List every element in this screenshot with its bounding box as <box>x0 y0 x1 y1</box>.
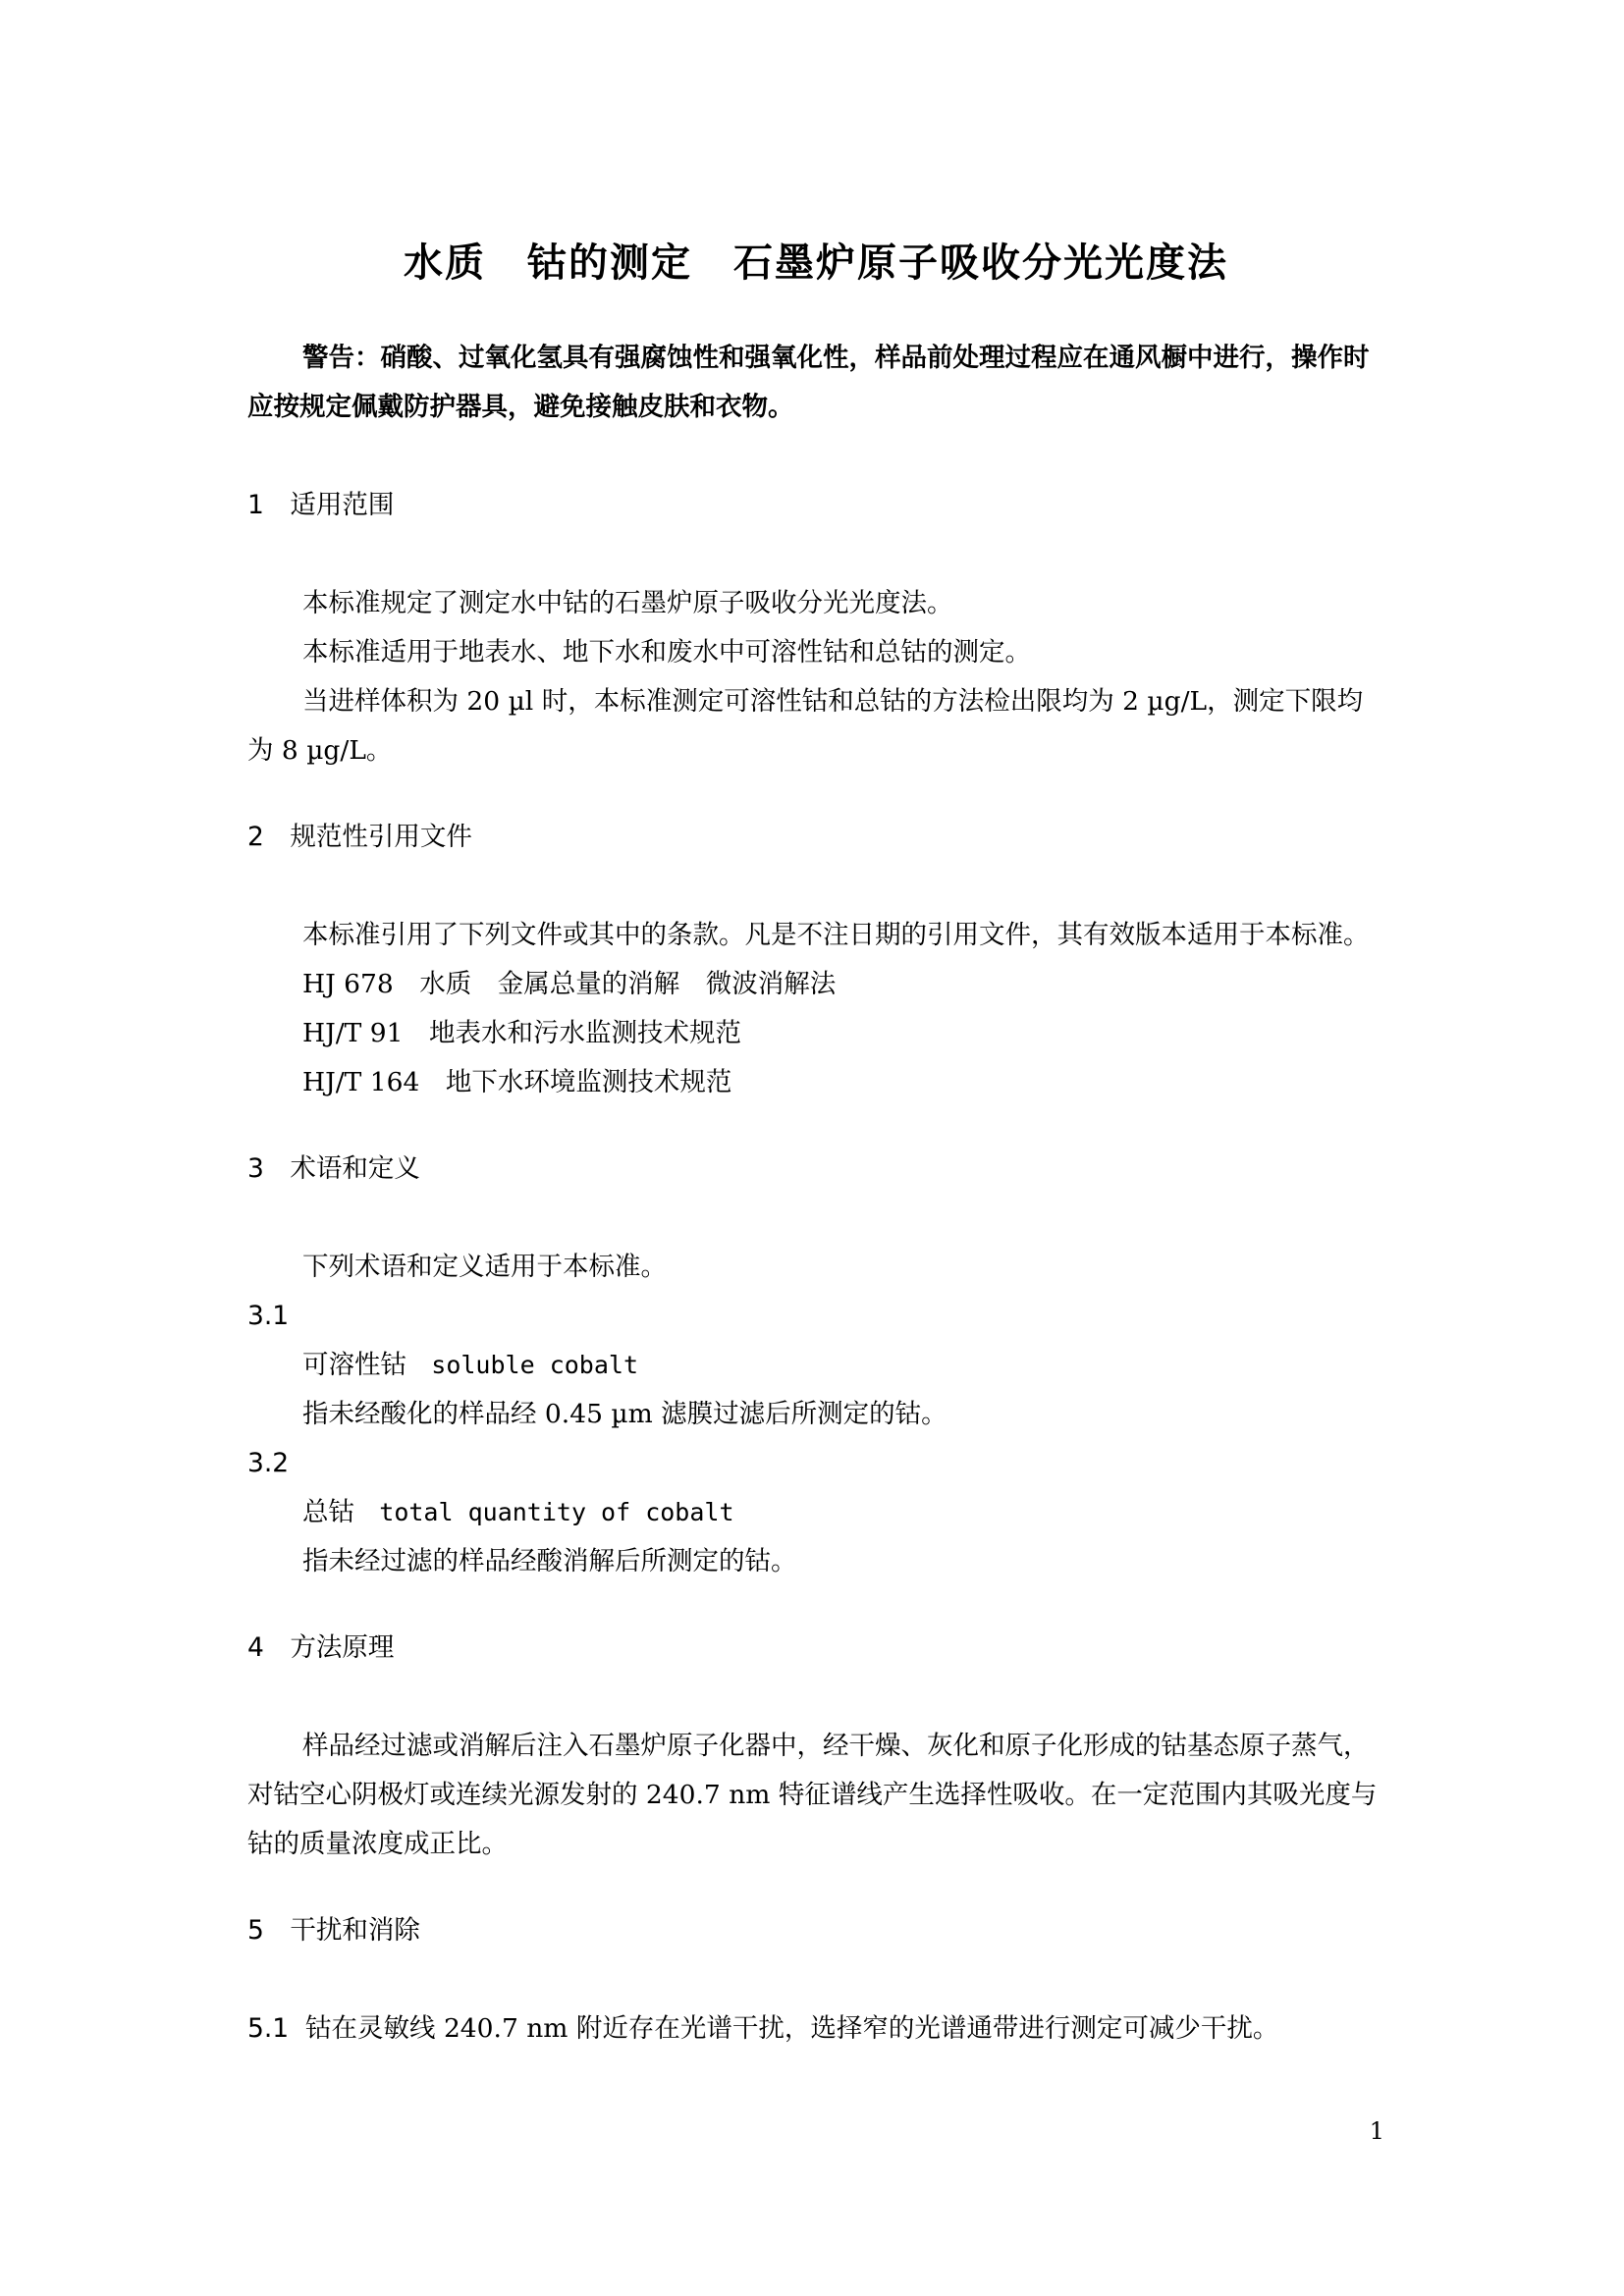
section-heading-interference: 5 干扰和消除 <box>247 1915 420 1946</box>
term-chinese: 可溶性钴 <box>302 1350 406 1380</box>
clause-number: 5.1 <box>247 2013 290 2044</box>
term-definition: 指未经过滤的样品经酸消解后所测定的钴。 <box>302 1546 797 1576</box>
term-title <box>247 1341 1384 1390</box>
term-number: 3.2 <box>247 1448 290 1478</box>
document-title: 水质 钴的测定 石墨炉原子吸收分光光度法 <box>404 240 1228 286</box>
term-title <box>247 1488 1384 1537</box>
page-number: 1 <box>1369 2117 1384 2145</box>
terms-intro: 下列术语和定义适用于本标准。 <box>302 1252 667 1282</box>
scope-paragraph-3: 当进样体积为 20 µl 时，本标准测定可溶性钴和总钴的方法检出限均为 2 µg/L，测定下限均为 8 µg/L。 <box>247 686 1364 766</box>
section-heading-principle: 4 方法原理 <box>247 1632 395 1663</box>
reference-item: HJ/T 164 地下水环境监测技术规范 <box>302 1067 732 1097</box>
term-definition: 指未经酸化的样品经 0.45 µm 滤膜过滤后所测定的钴。 <box>302 1399 947 1429</box>
scope-paragraph-2: 本标准适用于地表水、地下水和废水中可溶性钴和总钴的测定。 <box>302 637 1031 667</box>
term-number: 3.1 <box>247 1301 290 1331</box>
clause-5-1 <box>247 2004 1384 2054</box>
warning-text: 警告：硝酸、过氧化氢具有强腐蚀性和强氧化性，样品前处理过程应在通风橱中进行，操作时应按规定佩戴防护器具，避免接触皮肤和衣物。 <box>247 343 1370 422</box>
clause-text: 钴在灵敏线 240.7 nm 附近存在光谱干扰，选择窄的光谱通带进行测定可减少干扰。 <box>305 2013 1279 2044</box>
term-english: total quantity of cobalt <box>379 1498 734 1526</box>
section-heading-terms: 3 术语和定义 <box>247 1153 420 1184</box>
section-heading-scope: 1 适用范围 <box>247 490 395 520</box>
principle-paragraph: 样品经过滤或消解后注入石墨炉原子化器中，经干燥、灰化和原子化形成的钴基态原子蒸气，对钴空心阴极灯或连续光源发射的 240.7 nm 特征谱线产生选择性吸收。在一定范围内其吸光度与钴的质量浓度成正比。 <box>247 1731 1378 1859</box>
section-heading-references: 2 规范性引用文件 <box>247 822 472 852</box>
reference-item: HJ 678 水质 金属总量的消解 微波消解法 <box>302 969 837 999</box>
term-chinese: 总钴 <box>302 1497 354 1527</box>
reference-item: HJ/T 91 地表水和污水监测技术规范 <box>302 1018 741 1048</box>
scope-paragraph-1: 本标准规定了测定水中钴的石墨炉原子吸收分光光度法。 <box>302 588 953 618</box>
references-intro: 本标准引用了下列文件或其中的条款。凡是不注日期的引用文件，其有效版本适用于本标准。 <box>302 920 1370 950</box>
term-english: soluble cobalt <box>431 1351 638 1379</box>
